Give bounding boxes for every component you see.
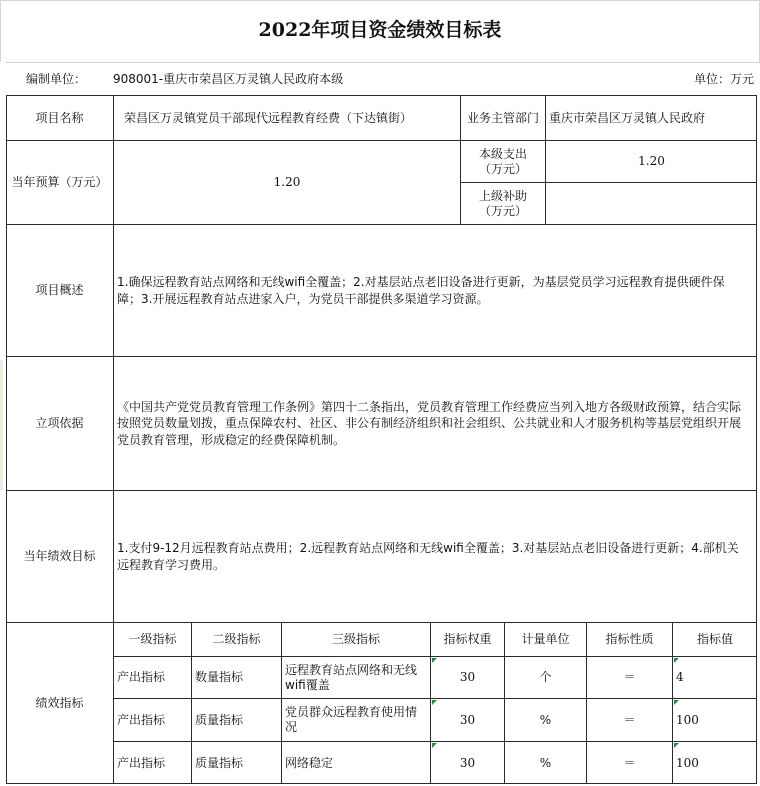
project-name-label: 项目名称 [35, 110, 84, 125]
table-row-2-unit: % [539, 712, 552, 727]
annual-goal-label: 当年绩效目标 [23, 549, 96, 563]
project-overview-text: 1.确保远程教育站点网络和无线wifi全覆盖；2.对基层站点老旧设备进行更新，为基层党员学习远程教育提供硬件保障；3.开展远程教育站点进家入户，为党员干部提供多渠道学习资源。 [117, 274, 725, 306]
unit-value: 908001-重庆市荣昌区万灵镇人民政府本级 [113, 71, 344, 86]
annual-budget-label: 当年预算（万元） [11, 175, 108, 189]
table-row-2-value: 100 [676, 712, 699, 727]
superior-subsidy-value [546, 183, 757, 224]
superior-subsidy-label: 上级补助（万元） [478, 188, 527, 218]
header-value: 指标值 [696, 632, 733, 646]
cell-marker-icon [674, 700, 679, 705]
table-row-3-value: 100 [676, 755, 699, 770]
table-row-3-level3: 网络稳定 [285, 755, 334, 770]
table-row-3-weight: 30 [459, 755, 476, 770]
project-overview-label: 项目概述 [35, 283, 84, 297]
unit-label: 编制单位： [26, 71, 87, 86]
table-row-3-level1: 产出指标 [117, 755, 166, 770]
indicators-label: 绩效指标 [35, 696, 84, 710]
department-value: 重庆市荣昌区万灵镇人民政府 [549, 110, 706, 125]
table-row-2-nature: ＝ [623, 712, 636, 727]
department-label: 业务主管部门 [467, 110, 540, 125]
currency-unit: 单位：万元 [693, 71, 754, 86]
header-nature: 指标性质 [605, 632, 654, 646]
cell-marker-icon [674, 658, 679, 663]
table-row-3-nature: ＝ [623, 755, 636, 770]
cell-marker-icon [432, 743, 437, 748]
table-row-3-unit: % [539, 755, 552, 770]
cell-marker-icon [674, 743, 679, 748]
project-basis-label: 立项依据 [35, 416, 84, 430]
table-row-2-level2: 质量指标 [195, 712, 244, 727]
table-row-3-level2: 质量指标 [195, 755, 244, 770]
header-level1: 一级指标 [128, 632, 177, 646]
table-row-1-value: 4 [676, 670, 684, 684]
cell-marker-icon [432, 700, 437, 705]
table-row-1-level1: 产出指标 [117, 670, 166, 684]
header-weight: 指标权重 [443, 632, 492, 646]
project-name-value: 荣昌区万灵镇党员干部现代远程教育经费（下达镇街） [124, 110, 413, 125]
table-row-1-weight: 30 [459, 670, 476, 684]
sheet-title: 2022年项目资金绩效目标表 [258, 19, 502, 42]
header-unit: 计量单位 [521, 632, 570, 646]
table-row-2-level3: 党员群众远程教育使用情况 [285, 705, 418, 734]
local-expense-value: 1.20 [638, 154, 665, 168]
project-basis-text: 《中国共产党党员教育管理工作条例》第四十二条指出，党员教育管理工作经费应当列入地方各级财政预算，结合实际按照党员数量划拨，重点保障农村、社区、非公有制经济组织和社会组织、公共就业和人才服务机构等基层党组织开展党员教育管理，形成稳定的经费保障机制。 [117, 399, 742, 447]
cell-marker-icon [432, 658, 437, 663]
table-row-1-level3: 远程教育站点网络和无线wifi覆盖 [285, 662, 418, 692]
annual-budget-value: 1.20 [273, 175, 301, 189]
header-level2: 二级指标 [212, 632, 261, 646]
table-row-1-level2: 数量指标 [195, 670, 244, 684]
table-row-2-level1: 产出指标 [117, 712, 166, 727]
table-row-1-unit: 个 [539, 670, 552, 684]
annual-goal-text: 1.支付9-12月远程教育站点费用；2.远程教育站点网络和无线wifi全覆盖；3.对基层站点老旧设备进行更新；4.部机关远程教育学习费用。 [117, 540, 739, 572]
table-row-2-weight: 30 [459, 712, 476, 727]
local-expense-label: 本级支出（万元） [478, 146, 527, 176]
header-level3: 三级指标 [331, 632, 380, 646]
table-row-1-nature: ＝ [623, 670, 636, 684]
